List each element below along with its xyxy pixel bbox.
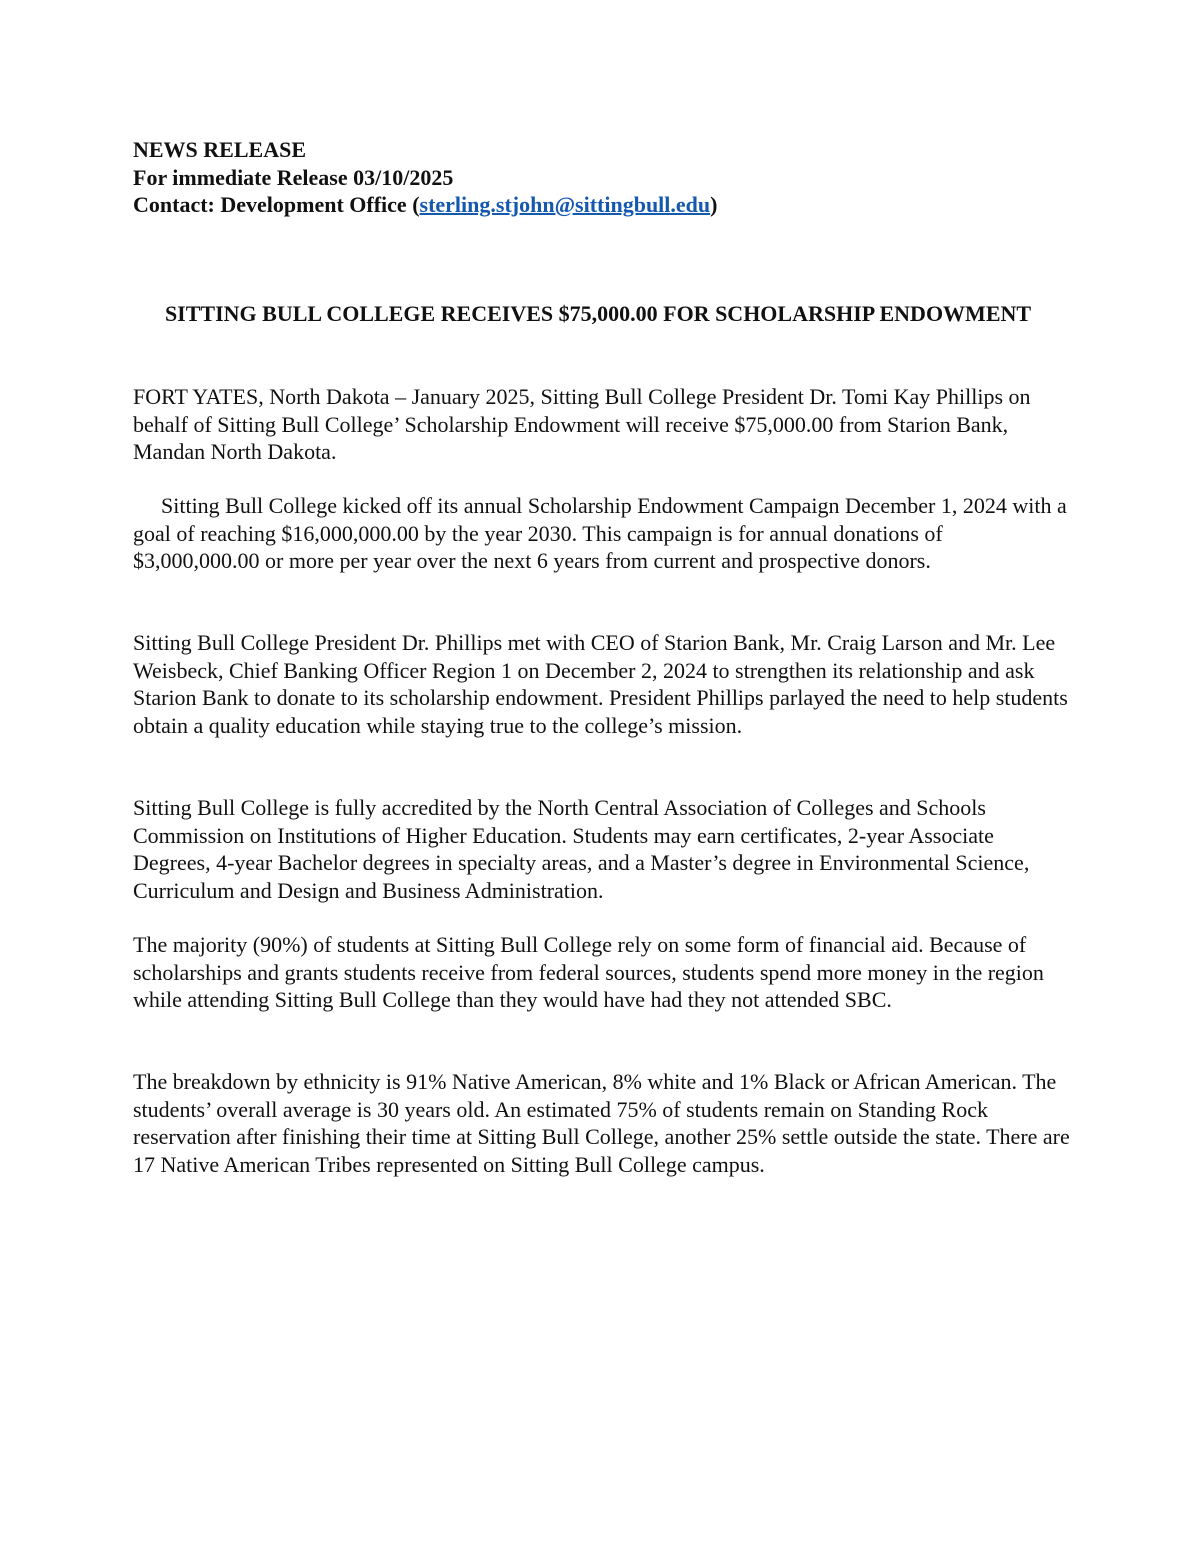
body-paragraph-5: The majority (90%) of students at Sitting Bull College rely on some form of financial aid. Because of scholarships and grants students receive from federal sources, students spend more money in the region while attending Sitting Bull College than they would have had they not attended SBC. bbox=[133, 932, 1044, 1012]
body-paragraph-1: FORT YATES, North Dakota – January 2025, Sitting Bull College President Dr. Tomi Kay Phillips on behalf of Sitting Bull College’ Scholarship Endowment will receive $75,000.00 from Starion Bank, Mandan North Dakota. bbox=[133, 384, 1031, 464]
news-release-label: NEWS RELEASE bbox=[133, 137, 307, 162]
body-paragraph-6: The breakdown by ethnicity is 91% Native American, 8% white and 1% Black or African American. The students’ overall average is 30 years old. An estimated 75% of students remain on Standing Rock reservation after finishing their time at Sitting Bull College, another 25% settle outside the state. There are 17 Native American Tribes represented on Sitting Bull College campus. bbox=[133, 1069, 1070, 1177]
contact-line bbox=[133, 191, 1093, 219]
body-paragraph-3: Sitting Bull College President Dr. Phillips met with CEO of Starion Bank, Mr. Craig Larson and Mr. Lee Weisbeck, Chief Banking Officer Region 1 on December 2, 2024 to strengthen its relationship and ask Starion Bank to donate to its scholarship endowment. President Phillips parlayed the need to help students obtain a quality education while staying true to the college’s mission. bbox=[133, 630, 1068, 738]
release-header bbox=[133, 136, 1093, 219]
headline: SITTING BULL COLLEGE RECEIVES $75,000.00 FOR SCHOLARSHIP ENDOWMENT bbox=[164, 301, 1032, 326]
body-paragraph-2-text: Sitting Bull College kicked off its annual Scholarship Endowment Campaign December 1, 2024 with a goal of reaching $16,000,000.00 by the year 2030. This campaign is for annual donations of $3,000,000.00 or more per year over the next 6 years from current and prospective donors. bbox=[133, 493, 1067, 573]
contact-suffix: ) bbox=[710, 192, 718, 217]
body-paragraph-2 bbox=[133, 492, 1073, 575]
contact-email-link[interactable]: sterling.stjohn@sittingbull.edu bbox=[419, 192, 711, 217]
contact-prefix: Contact: Development Office ( bbox=[133, 192, 420, 217]
body-paragraph-4: Sitting Bull College is fully accredited by the North Central Association of Colleges and Schools Commission on Institutions of Higher Education. Students may earn certificates, 2-year Associate Degrees, 4-year Bachelor degrees in specialty areas, and a Master’s degree in Environmental Science, Curriculum and Design and Business Administration. bbox=[133, 795, 1030, 903]
release-date-line: For immediate Release 03/10/2025 bbox=[133, 164, 454, 190]
